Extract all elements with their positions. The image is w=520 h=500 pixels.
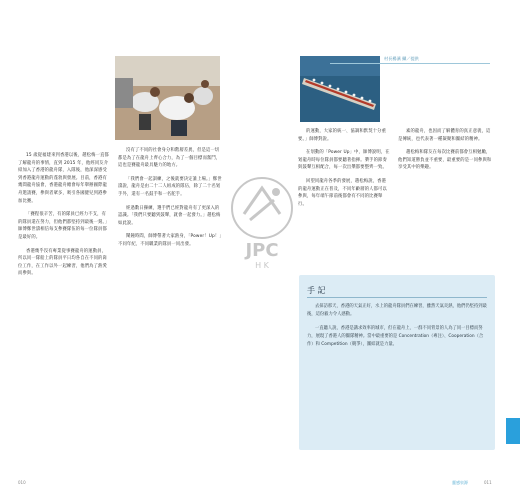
paragraph: 沒有了不同的社會身分和階層差異，但是這一切都是為了在龍舟上齊心合力，為了一個目標而奮鬥，這也是賽龍舟最具魅力的地方。 — [118, 148, 221, 169]
dragon-boat-photo-svg — [300, 56, 380, 122]
paragraph: 回望同龍舟各季的發展，趙松梅說，香港的龍舟運動正在普及，不同年齡層的人都可以參與，每年端午節前後都會有不同的比賽舉行。 — [298, 178, 387, 207]
running-head: 靈感泉源 — [452, 480, 468, 485]
right-column-2 — [398, 128, 494, 178]
note-box — [299, 275, 495, 450]
jpc-watermark-logo — [214, 168, 310, 274]
paragraph: 鬧鐘時間，師傅帶著大家熱身，「Power！Up！」不同年紀、不同職業的隊員一同出發。 — [118, 234, 222, 247]
left-column-1 — [18, 152, 110, 284]
rowers-photo — [115, 56, 220, 140]
paragraph: 在划動的「Power Up」中，師傅說明，在划龍舟時每位隊員都要聽著指揮。槳手的節奏與鼓聲互相配合，每一次出槳都要整齊一致。 — [298, 150, 390, 171]
note-body — [307, 303, 487, 355]
note-title: 手 記 — [307, 286, 326, 295]
dragon-boat-photo — [300, 56, 380, 122]
note-divider — [307, 297, 487, 298]
corner-tab — [506, 418, 520, 444]
photo-credit: 村長楊濱 攝／提供 — [384, 56, 419, 61]
paragraph: 趙松梅和隊友在每次比賽前都會互相勉勵，他們知道勝負並不重要，最重要的是一同參與和享受其中的樂趣。 — [398, 150, 492, 171]
paragraph: 香港幾乎沒有專業從事賽龍舟的運動員，所以同一隊船上的隊員平日均各自在不同的崗位工作，在工作以外一起練習，他們為了熱愛而參與。 — [18, 248, 107, 277]
right-page-number: 011 — [484, 480, 492, 485]
watermark-text: JPC — [245, 240, 279, 261]
watermark-subtext: H K — [255, 261, 269, 270]
credit-rule — [330, 63, 490, 64]
right-column-1 — [298, 128, 390, 214]
paragraph: 「賽程很辛苦，有的隊員已經力不支，有的隊員還在努力，但他們都堅持到最後一刻。」師傅鄭世濤相信每支參賽隊伍的每一位隊員都是最好的。 — [18, 212, 110, 240]
paragraph: 經過數日操練，選手們已經對龍舟有了更深入的認識。「我們只要聽到鼓聲，就會一起發力。」趙松梅如此說。 — [118, 205, 221, 226]
paragraph: 「我們會一起訓練，之後就要決定誰上場。」鄭世濤說，龍舟是由二十二人組成的隊伍，除了二十名划手外，還有一名鼓手和一名舵手。 — [118, 176, 222, 197]
paragraph: 的運動，大家的統一、協調和默契十分重要。」師傅對說。 — [298, 129, 387, 142]
note-paragraph: 去採訪那天，香港的天氣正好，水上的龍舟隊員們在練習，雖然天氣炎熱，他們仍堅持到最後，這份毅力令人感動。 — [307, 304, 487, 317]
rowers-photo-svg — [115, 56, 220, 140]
jpc-logo-icon — [214, 168, 310, 274]
note-paragraph: 一直聽人說，香港是講求效率的城市，但在龍舟上，一群不同背景的人為了同一目標而努力，展現了香港人的團隊精神。當中最重要的是 Concentration（專注）、Cooperation（合作）和 Competition（競爭），團結就是力量。 — [307, 326, 484, 347]
left-column-2 — [118, 147, 222, 255]
left-page-number: 010 — [18, 480, 26, 485]
paragraph: 素的龍舟，也因而了解體育的真正意義，這是傳統，也代表著一種凝聚和團結的精神。 — [398, 129, 491, 142]
paragraph: 15 歲從福建來到香港以後，趙松梅一直都了解龍舟的事情，直到 2015 年，他經同友介紹加入了香港的龍舟隊，入隊後，他深深感受到香港龍舟運動的蓬勃與發展。目前，香港有幾間龍舟協會，香港龍舟總會每年舉辦國際龍舟邀請賽，參與者眾多，吸引各國健兒到港參加比賽。 — [18, 153, 109, 204]
